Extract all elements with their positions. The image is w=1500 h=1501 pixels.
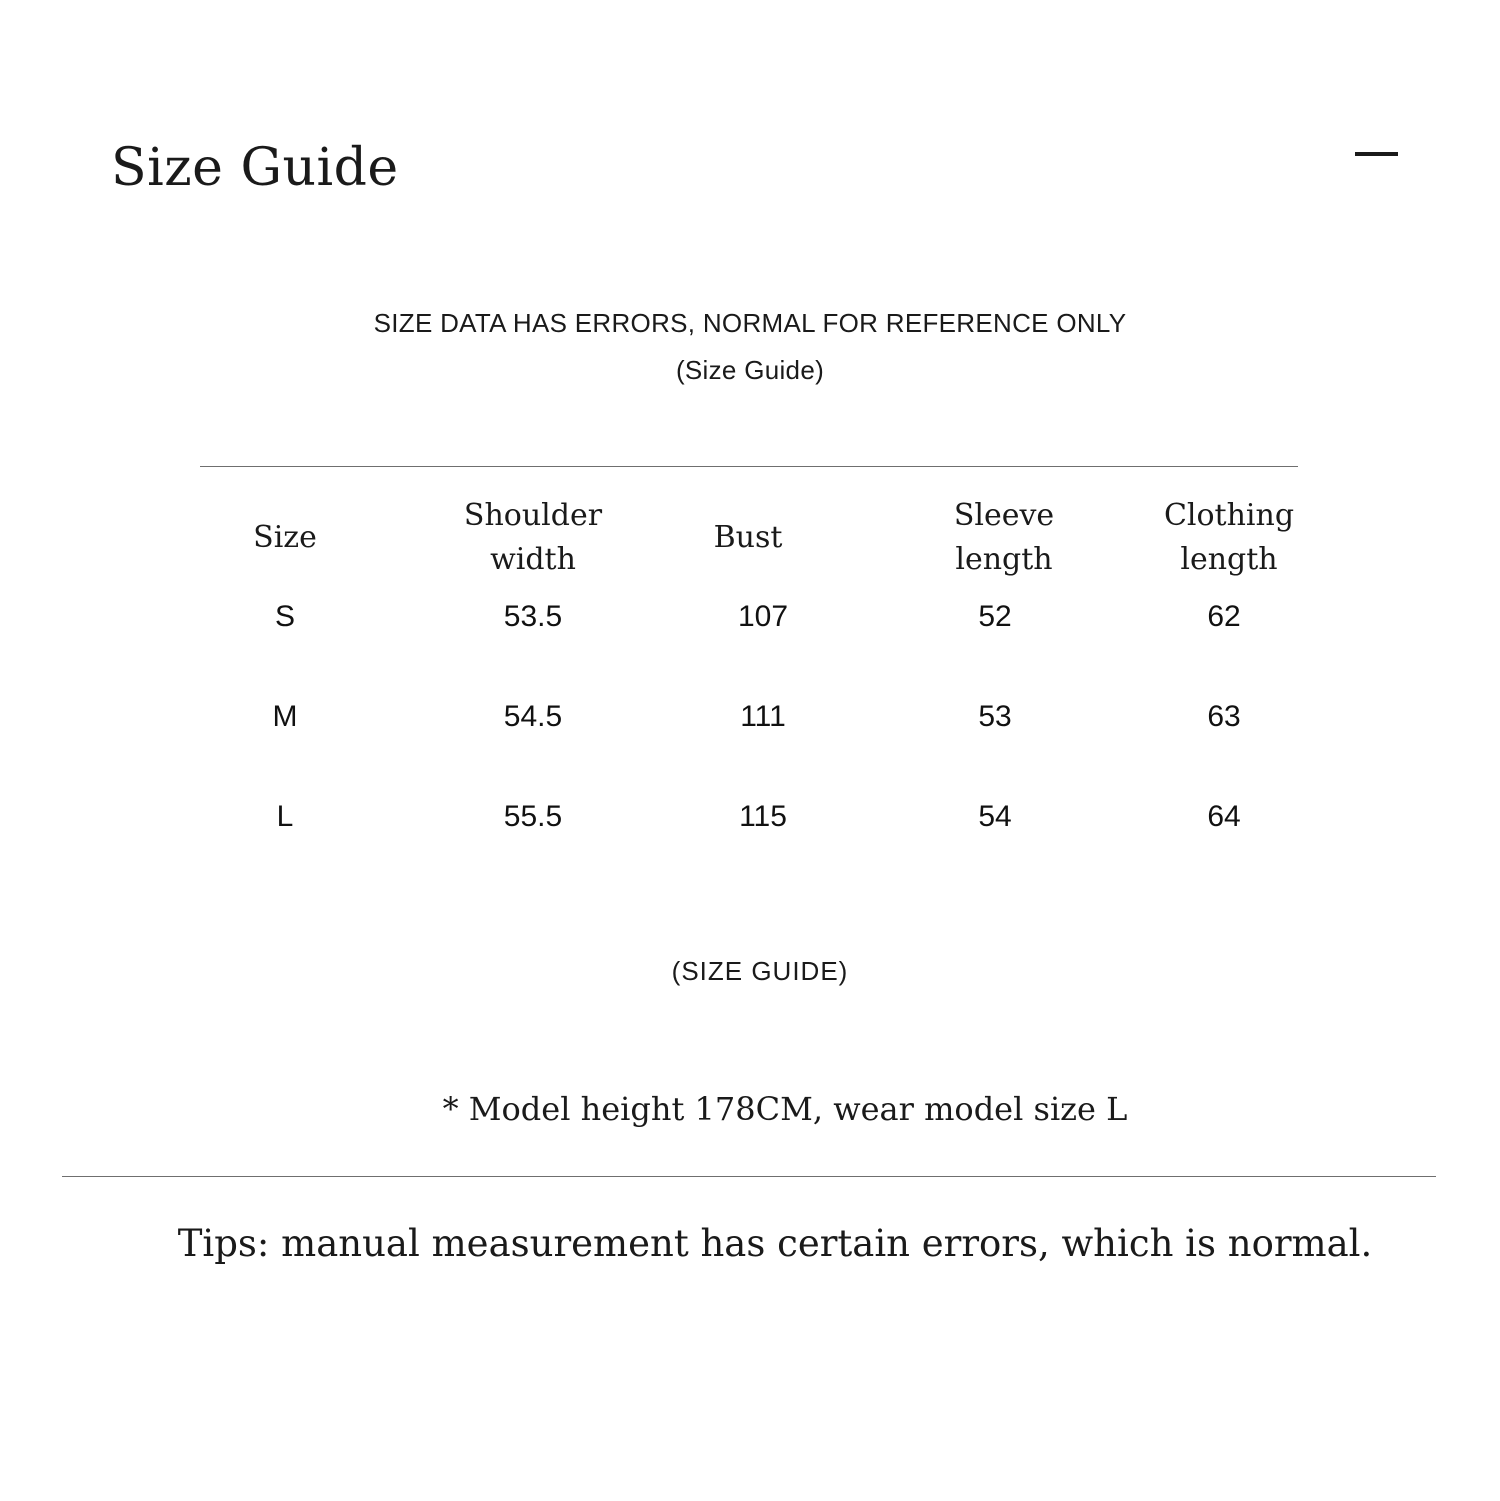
cell-bust: 115: [739, 800, 787, 833]
cell-clothing-length: 64: [1207, 800, 1241, 833]
cell-bust: 111: [740, 700, 786, 733]
dash-mark: [1355, 152, 1398, 156]
table-row: [170, 796, 1330, 896]
header-size: Size: [253, 520, 317, 555]
reference-notice: SIZE DATA HAS ERRORS, NORMAL FOR REFERENCE ONLY: [373, 308, 1127, 338]
table-header-row: [170, 480, 1330, 596]
header-bust: Bust: [713, 520, 783, 555]
cell-clothing-length: 62: [1207, 600, 1241, 633]
cell-bust: 107: [737, 600, 789, 633]
header-shoulder-width-text: Shoulder width: [463, 498, 603, 577]
cell-shoulder-width: 54.5: [503, 700, 563, 733]
table-row: [170, 696, 1330, 796]
notice-subtitle: (Size Guide): [675, 355, 825, 385]
tips-text: Tips: manual measurement has certain errors, which is normal.: [177, 1222, 1373, 1265]
header-clothing-length-text: Clothing length: [1163, 498, 1295, 577]
cell-shoulder-width: 53.5: [503, 600, 563, 633]
header-sleeve-length-text: Sleeve length: [953, 498, 1055, 577]
cell-size: L: [276, 800, 294, 833]
size-guide-caption: (SIZE GUIDE): [671, 956, 849, 986]
tips-divider: [62, 1176, 1436, 1177]
cell-shoulder-width: 55.5: [503, 800, 563, 833]
page-title: Size Guide: [111, 138, 399, 198]
header-clothing-length: [1096, 480, 1330, 596]
cell-sleeve-length: 53: [978, 700, 1012, 733]
model-note: * Model height 178CM, wear model size L: [442, 1090, 1128, 1128]
cell-sleeve-length: 52: [978, 600, 1012, 633]
table-top-divider: [200, 466, 1298, 467]
cell-size: S: [274, 600, 295, 633]
table-row: [170, 596, 1330, 696]
cell-sleeve-length: 54: [978, 800, 1012, 833]
size-table: [170, 480, 1330, 896]
cell-clothing-length: 63: [1207, 700, 1241, 733]
cell-size: M: [272, 700, 298, 733]
header-sleeve-length: [864, 480, 1096, 596]
header-shoulder-width: [400, 480, 632, 596]
